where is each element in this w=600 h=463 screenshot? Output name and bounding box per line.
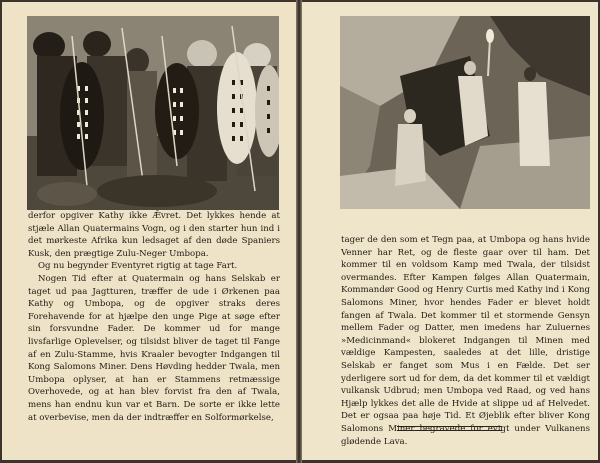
closing-rule-thin [397,430,502,431]
photo-zulu-warriors [27,16,279,210]
zulu-warriors-illustration [27,16,279,210]
left-page [2,2,296,460]
paragraph: tager de den som et Tegn paa, at Umbopa og hans hvide Venner har Ret, og de fleste gaar over til ham. Det kommer til en voldsom Kamp med Twala, der tilsidst overmandes. Efter Kampen følges Allan Quatermain, Kommandør Good og Henry Curtis med Kathy ind i Kong Salomons Miner, hvor hendes Fader er blevet holdt fangen af Twala. Det kommer til et stormende Gensyn mellem Fader og Datter, men imedens har Zuluernes »Medicinmand« blokeret Indgangen til Minen med vældige Kampesten, saaledes at det lille, dristige Selskab er fanget som Mus i en Fælde. Det ser yderligere sort ud for dem, da det kommer til et vældigt vulkansk Udbrud; men Umbopa ved Raad, og ved hans Hjælp lykkes det alle de Hvide at slippe ud af Helvedet. Det er ogsaa paa høje Tid. Et Øjeblik efter bliver Kong Salomons Miner begravede for evigt under Vulkanens glødende Lava. [341,235,590,447]
paragraph: Nogen Tid efter at Quatermain og hans Selskab er taget ud paa Jagtturen, træffer de ude i Ørkenen paa Kathy og Umbopa, og de opgiver straks deres Forehavende for at hjælpe den unge Pige at søge efter sin forsvundne Fader. De kommer ud for mange livsfarlige Oplevelser, og tilsidst bliver de taget til Fange af en Zulu-Stamme, hvis Kraaler bevogter Indgangen til Kong Salomons Miner. Dens Høvding hedder Twala, men Umbopa oplyser, at han er Stammens retmæssige Overhovede, og at han blev forvist fra den af Twala, mens han endnu kun var et Barn. De sorte er ikke lette at overbevise, men da der indtræffer en Solformørkelse, [28,273,280,423]
right-page [302,2,598,460]
right-page-text [341,234,590,448]
closing-rule [397,426,502,427]
paragraph: Og nu begynder Eventyret rigtig at tage Fart. [38,261,238,272]
left-page-text [28,210,280,424]
photo-cave-rescue [340,16,590,209]
paragraph: derfor opgiver Kathy ikke Ǣvret. Det lykkes hende at stjæle Allan Quatermains Vogn, og i den starter hun ind i det mørkeste Afrika kun ledsaget af den døde Spaniers Kusk, den prægtige Zulu-Neger Umbopa. [28,211,280,259]
cave-scene-illustration [340,16,590,209]
